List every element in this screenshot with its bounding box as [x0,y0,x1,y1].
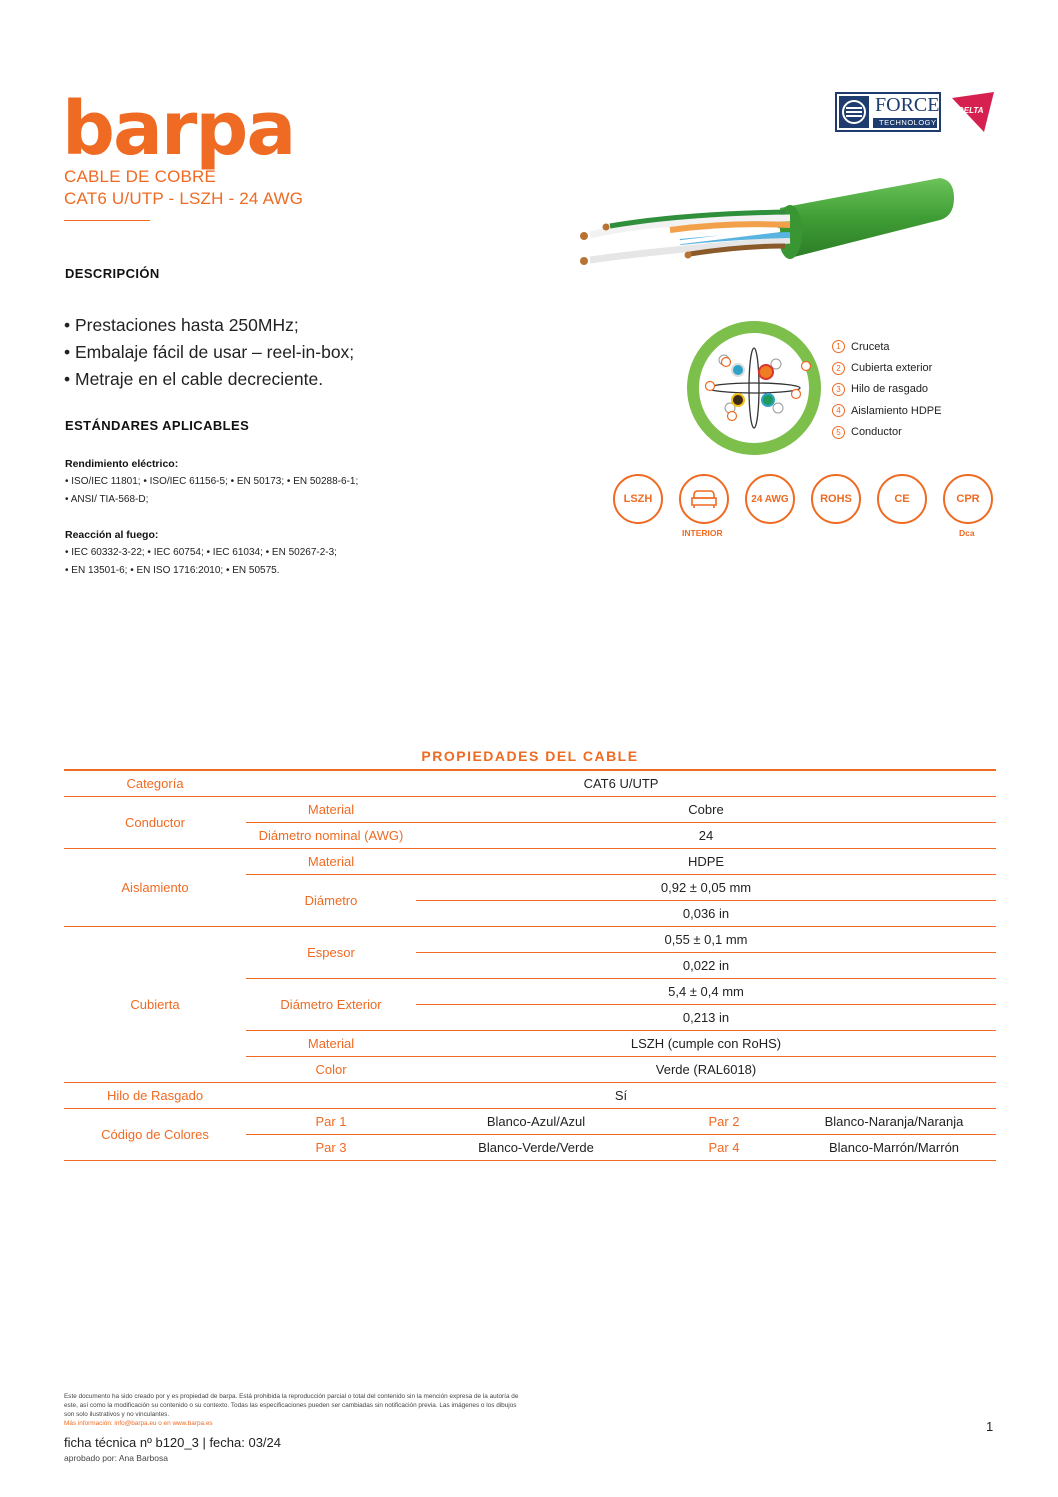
table-cell: 0,036 in [416,901,996,927]
table-cell: Categoría [64,770,246,797]
badge-rohs: ROHS [811,474,861,524]
table-cell: Par 3 [246,1135,416,1161]
table-cell: HDPE [416,849,996,875]
table-cell: Material [246,1031,416,1057]
table-cell: Hilo de Rasgado [64,1083,246,1109]
table-cell: Aislamiento [64,849,246,927]
legend-item [832,336,941,357]
delta-wordmark: DELTA [958,106,984,115]
legend-number: 5 [832,426,845,439]
legend-label: Cruceta [851,340,890,353]
barpa-logo [62,86,295,172]
table-cell: 0,022 in [416,953,996,979]
cable-image [570,170,955,280]
standards-title: ESTÁNDARES APLICABLES [65,418,250,433]
badge-cpr: CPR [943,474,993,524]
sofa-icon [690,489,718,509]
force-wordmark: FORCE [875,94,940,116]
table-cell: 24 [416,823,996,849]
cable-cross-section [686,320,822,456]
fire-line: • IEC 60332-3-22; • IEC 60754; • IEC 61034; • EN 50267-2-3; [65,547,337,558]
table-cell: LSZH (cumple con RoHS) [416,1031,996,1057]
table-cell: Cobre [416,797,996,823]
legend-item [832,379,941,400]
electrical-title: Rendimiento eléctrico: [65,458,179,470]
legend-item [832,400,941,421]
fire-line: • EN 13501-6; • EN ISO 1716:2010; • EN 50575. [65,565,280,576]
badge-cpr-class: Dca [959,528,975,538]
table-cell: Diámetro Exterior [246,979,416,1031]
table-cell: 0,55 ± 0,1 mm [416,927,996,953]
legend-item [832,357,941,378]
force-technology-logo [835,92,941,132]
table-cell: Diámetro nominal (AWG) [246,823,416,849]
electrical-line: • ISO/IEC 11801; • ISO/IEC 61156-5; • EN 50173; • EN 50288-6-1; [65,476,359,487]
table-cell: Color [246,1057,416,1083]
table-cell: 0,213 in [416,1005,996,1031]
legend-number: 1 [832,340,845,353]
badge-interior-label: INTERIOR [682,528,723,538]
disclaimer [64,1392,524,1428]
table-cell: Cubierta [64,927,246,1083]
properties-title: PROPIEDADES DEL CABLE [421,748,639,764]
page-number: 1 [986,1419,994,1434]
badge-ce: CE [877,474,927,524]
more-info: Más información: info@barpa.eu o en www.barpa.es [64,1420,213,1427]
table-row [64,770,996,797]
disclaimer-text: Este documento ha sido creado por y es propiedad de barpa. Está prohibida la reproducción parcial o total del contenido sin la mención expresa de la autoría de este, así como la modificación su contenido o su contexto. Todas las especificaciones pueden ser cambiadas sin notificación previa. Las imágenes o los dibujos son solo ilustrativos y no vinculantes. [64,1393,519,1418]
product-model: CAT6 U/UTP - LSZH - 24 AWG [64,189,304,208]
product-type: CABLE DE COBRE [64,167,217,186]
table-cell: Par 1 [246,1109,416,1135]
table-cell: Conductor [64,797,246,849]
title-underline [64,220,150,221]
logo-text: barpa [62,86,295,172]
table-cell: Sí [246,1083,996,1109]
legend-label: Aislamiento HDPE [851,404,942,417]
table-row [64,797,996,823]
list-item: • Metraje en el cable decreciente. [64,366,544,393]
table-row [64,1083,996,1109]
table-row [64,927,996,953]
table-cell: Blanco-Azul/Azul [416,1109,656,1135]
legend-label: Conductor [851,426,902,439]
table-cell: Blanco-Marrón/Marrón [792,1135,996,1161]
table-row [64,1109,996,1135]
legend-label: Hilo de rasgado [851,383,929,396]
legend-number: 2 [832,362,845,375]
legend-item [832,422,941,443]
legend-number: 3 [832,383,845,396]
badge-lszh: LSZH [613,474,663,524]
table-cell: Par 4 [656,1135,792,1161]
list-item: • Prestaciones hasta 250MHz; [64,312,544,339]
table-cell: 5,4 ± 0,4 mm [416,979,996,1005]
table-cell: 0,92 ± 0,05 mm [416,875,996,901]
description-title: DESCRIPCIÓN [65,266,160,281]
feature-badges [610,474,1000,544]
table-cell: Código de Colores [64,1109,246,1161]
badge-interior [679,474,729,524]
table-cell: Espesor [246,927,416,979]
table-cell: Material [246,797,416,823]
datasheet-reference: ficha técnica nº b120_3 | fecha: 03/24 [64,1435,282,1450]
electrical-line: • ANSI/ TIA-568-D; [65,494,149,505]
table-cell: Diámetro [246,875,416,927]
table-cell: Par 2 [656,1109,792,1135]
legend-label: Cubierta exterior [851,362,933,375]
list-item: • Embalaje fácil de usar – reel-in-box; [64,339,544,366]
properties-table [64,769,996,1161]
fire-title: Reacción al fuego: [65,529,159,541]
legend-number: 4 [832,404,845,417]
table-cell: Verde (RAL6018) [416,1057,996,1083]
approved-by: aprobado por: Ana Barbosa [64,1453,168,1463]
force-subtext: TECHNOLOGY [879,118,937,127]
table-cell: Blanco-Verde/Verde [416,1135,656,1161]
table-cell: Material [246,849,416,875]
table-cell: CAT6 U/UTP [246,770,996,797]
table-cell: Blanco-Naranja/Naranja [792,1109,996,1135]
badge-24awg: 24 AWG [745,474,795,524]
table-row [64,849,996,875]
description-list [64,312,544,393]
delta-logo [946,92,996,134]
cross-section-legend [832,336,941,443]
